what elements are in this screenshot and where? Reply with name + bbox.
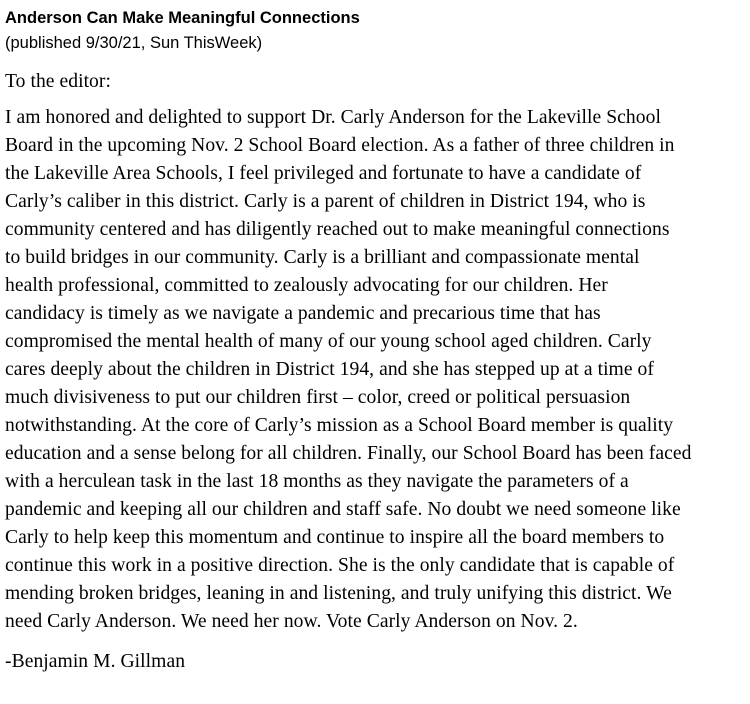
body-line: to build bridges in our community. Carly is a brilliant and compassionate mental — [5, 247, 640, 268]
letter-document — [5, 6, 747, 676]
body-line: mending broken bridges, leaning in and listening, and truly unifying this district. We — [5, 583, 672, 604]
body-line: the Lakeville Area Schools, I feel privileged and fortunate to have a candidate of — [5, 163, 642, 184]
signature: -Benjamin M. Gillman — [5, 651, 186, 672]
body-line: cares deeply about the children in District 194, and she has stepped up at a time of — [5, 359, 654, 380]
body-line: compromised the mental health of many of our young school aged children. Carly — [5, 331, 652, 352]
publication-info: (published 9/30/21, Sun ThisWeek) — [5, 34, 263, 52]
salutation: To the editor: — [5, 71, 111, 92]
body-line: notwithstanding. At the core of Carly’s mission as a School Board member is quality — [5, 415, 674, 436]
body-line: continue this work in a positive direction. She is the only candidate that is capable of — [5, 555, 675, 576]
body-line: I am honored and delighted to support Dr. Carly Anderson for the Lakeville School — [5, 107, 661, 128]
body-line: Carly’s caliber in this district. Carly is a parent of children in District 194, who is — [5, 191, 646, 212]
body-line: need Carly Anderson. We need her now. Vote Carly Anderson on Nov. 2. — [5, 611, 578, 632]
body-line: candidacy is timely as we navigate a pandemic and precarious time that has — [5, 303, 601, 324]
body-line: health professional, committed to zealously advocating for our children. Her — [5, 275, 608, 296]
body-line: Board in the upcoming Nov. 2 School Board election. As a father of three children in — [5, 135, 675, 156]
body-line: pandemic and keeping all our children and staff safe. No doubt we need someone like — [5, 499, 681, 520]
letter-body — [5, 104, 747, 636]
body-line: much divisiveness to put our children first – color, creed or political persuasion — [5, 387, 631, 408]
body-line: community centered and has diligently reached out to make meaningful connections — [5, 219, 670, 240]
letter-title: Anderson Can Make Meaningful Connections — [5, 9, 360, 27]
body-line: Carly to help keep this momentum and continue to inspire all the board members to — [5, 527, 665, 548]
body-line: with a herculean task in the last 18 months as they navigate the parameters of a — [5, 471, 629, 492]
body-line: education and a sense belong for all children. Finally, our School Board has been faced — [5, 443, 692, 464]
